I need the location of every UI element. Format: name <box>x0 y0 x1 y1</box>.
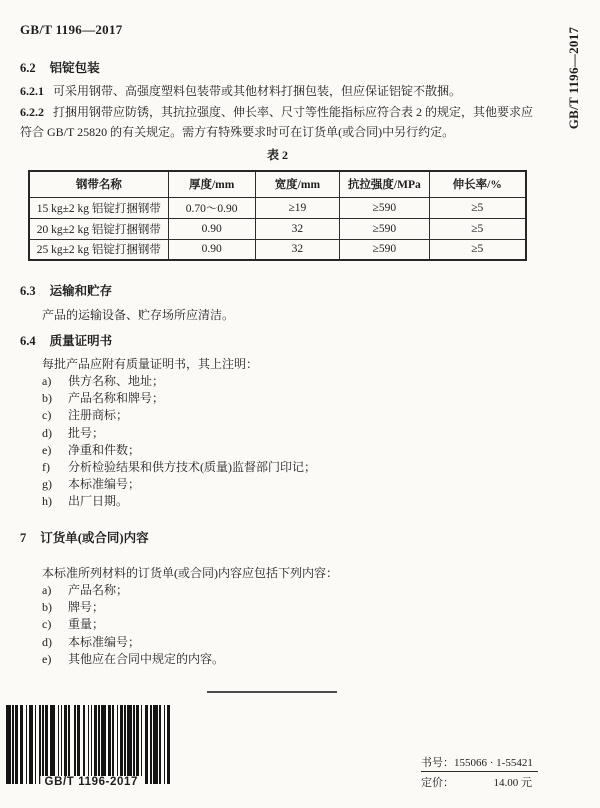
table-cell: 25 kg±2 kg 铝锭打捆钢带 <box>29 239 168 260</box>
list-item-text: 牌号； <box>68 600 105 615</box>
table-row <box>29 197 526 218</box>
price-label: 定价： <box>421 777 454 789</box>
table-row <box>29 239 526 260</box>
section-heading-6-3 <box>20 281 112 299</box>
paragraph-6-3: 产品的运输设备、贮存场所应清洁。 <box>42 308 235 322</box>
table-cell: ≥590 <box>340 218 429 239</box>
list-item-text: 其他应在合同中规定的内容。 <box>68 651 225 666</box>
section-number: 6.3 <box>20 284 36 298</box>
table-cell: ≥5 <box>429 239 526 260</box>
side-standard-number: GB/T 1196—2017 <box>566 26 581 130</box>
price-row <box>421 775 538 792</box>
list-item <box>42 459 542 476</box>
clause-text: 打捆用钢带应防锈，其抗拉强度、伸长率、尺寸等性能指标应符合表 2 的规定，其他要求应符合 GB/T 25820 的有关规定。需方有特殊要求时可在订货单(或合同)中另行约定。 <box>20 105 534 139</box>
table-2-body <box>29 197 526 260</box>
list-item <box>42 442 542 459</box>
list-item-text: 注册商标； <box>68 408 129 423</box>
clause-6-2-2 <box>20 103 542 142</box>
section-number: 6.2 <box>20 61 36 75</box>
order-content-list <box>42 582 542 668</box>
table-cell: 15 kg±2 kg 铝锭打捆钢带 <box>29 197 168 218</box>
barcode <box>6 705 170 788</box>
list-item-marker: f) <box>42 459 50 474</box>
section-number: 6.4 <box>20 334 36 348</box>
table-header-cell: 宽度/mm <box>255 171 339 197</box>
book-number-value: 155066 · 1-55421 <box>454 757 533 769</box>
quality-cert-list <box>42 373 542 511</box>
list-item-text: 供方名称、地址； <box>68 374 165 388</box>
barcode-bars <box>6 705 170 784</box>
list-item <box>42 651 542 668</box>
table-cell: 0.90 <box>168 218 255 239</box>
header-standard-number: GB/T 1196—2017 <box>20 22 123 37</box>
table-cell: ≥5 <box>429 197 526 218</box>
paragraph-7-intro: 本标准所列材料的订货单(或合同)内容应包括下列内容： <box>42 566 338 580</box>
book-number-price-box <box>421 755 538 792</box>
barcode-bar <box>167 705 170 784</box>
list-item-text: 分析检验结果和供方技术(质量)监督部门印记； <box>68 459 316 474</box>
table-cell: 32 <box>255 218 339 239</box>
section-title: 运输和贮存 <box>49 284 113 298</box>
list-item-text: 产品名称； <box>68 583 129 597</box>
clause-6-2-1 <box>20 82 542 102</box>
table-cell: ≥590 <box>340 239 429 260</box>
list-item-text: 净重和件数； <box>68 442 141 457</box>
table-cell: 0.70～0.90 <box>168 197 255 218</box>
list-item-text: 批号； <box>68 425 105 440</box>
list-item <box>42 425 542 442</box>
barcode-label: GB/T 1196-2017 <box>41 776 142 788</box>
book-number-row <box>421 755 538 772</box>
list-item-text: 重量； <box>68 617 105 632</box>
list-item-marker: b) <box>42 600 52 615</box>
price-value: 14.00 元 <box>493 777 532 789</box>
list-item <box>42 599 542 616</box>
section-heading-6-4 <box>20 331 112 349</box>
table-cell: 32 <box>255 239 339 260</box>
section-number: 7 <box>20 531 27 545</box>
list-item-marker: b) <box>42 391 52 406</box>
list-item-text: 出厂日期。 <box>68 494 129 509</box>
section-heading-6-2 <box>20 58 100 76</box>
table-2-header <box>29 171 526 197</box>
list-item-marker: d) <box>42 425 52 440</box>
book-number-label: 书号： <box>421 757 454 769</box>
list-item <box>42 476 542 493</box>
table-cell: 20 kg±2 kg 铝锭打捆钢带 <box>29 218 168 239</box>
list-item-marker: e) <box>42 651 52 666</box>
end-of-text-rule <box>207 691 337 693</box>
list-item <box>42 390 542 407</box>
list-item-text: 产品名称和牌号； <box>68 391 165 406</box>
list-item <box>42 616 542 633</box>
clause-number: 6.2.1 <box>20 84 44 98</box>
table-header-cell: 钢带名称 <box>29 171 168 197</box>
section-title: 质量证明书 <box>49 334 113 348</box>
list-item <box>42 373 542 390</box>
list-item-text: 本标准编号； <box>68 477 141 492</box>
table-header-cell: 抗拉强度/MPa <box>340 171 429 197</box>
list-item <box>42 634 542 651</box>
list-item-text: 本标准编号； <box>68 634 141 649</box>
table-cell: ≥5 <box>429 218 526 239</box>
table-header-cell: 厚度/mm <box>168 171 255 197</box>
list-item-marker: d) <box>42 634 52 649</box>
section-title: 订货单(或合同)内容 <box>40 531 149 545</box>
list-item <box>42 582 542 599</box>
list-item-marker: a) <box>42 374 52 388</box>
clause-text: 可采用钢带、高强度塑料包装带或其他材料打捆包装，但应保证铝锭不散捆。 <box>53 84 462 98</box>
clause-number: 6.2.2 <box>20 105 44 119</box>
table-2 <box>28 170 527 261</box>
list-item-marker: c) <box>42 617 52 632</box>
list-item-marker: g) <box>42 477 52 492</box>
section-heading-7 <box>20 528 149 546</box>
paragraph-6-4-intro: 每批产品应附有质量证明书，其上注明： <box>42 357 259 371</box>
table-cell: ≥19 <box>255 197 339 218</box>
section-title: 铝锭包装 <box>49 61 100 75</box>
table-caption: 表 2 <box>266 148 288 162</box>
table-header-cell: 伸长率/% <box>429 171 526 197</box>
list-item <box>42 493 542 510</box>
table-row <box>29 218 526 239</box>
table-cell: ≥590 <box>340 197 429 218</box>
table-cell: 0.90 <box>168 239 255 260</box>
list-item-marker: a) <box>42 583 52 597</box>
list-item <box>42 407 542 424</box>
list-item-marker: c) <box>42 408 52 423</box>
list-item-marker: h) <box>42 494 52 509</box>
list-item-marker: e) <box>42 442 52 457</box>
